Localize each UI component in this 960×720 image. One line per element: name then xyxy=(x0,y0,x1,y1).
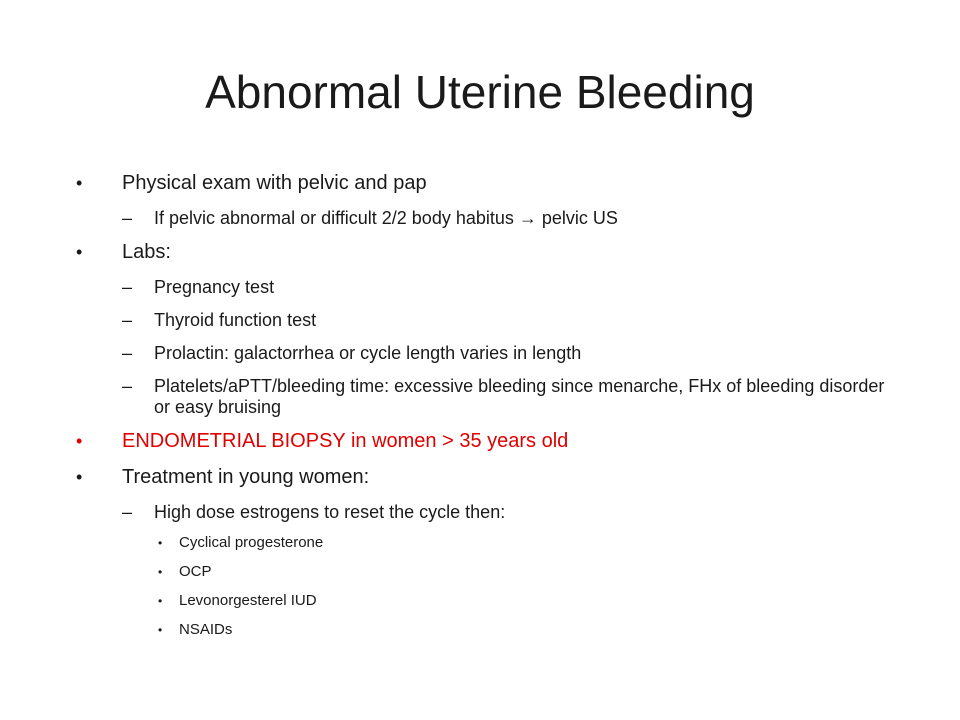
slide-body xyxy=(76,170,896,639)
sub-bullet-text: Prolactin: galactorrhea or cycle length varies in length xyxy=(154,343,582,363)
bullet-text: ENDOMETRIAL BIOPSY in women > 35 years old xyxy=(122,430,569,452)
sub-sub-bullet-progesterone xyxy=(76,534,896,552)
dash-icon: – xyxy=(122,208,133,228)
bullet-treatment xyxy=(76,464,896,490)
sub-bullet-high-dose-estrogens xyxy=(76,502,896,523)
sub-bullet-prolactin xyxy=(76,343,896,364)
bullet-dot-icon: • xyxy=(76,467,83,487)
bullet-text: Physical exam with pelvic and pap xyxy=(122,172,427,194)
sub-sub-bullet-iud xyxy=(76,592,896,610)
sub-sub-bullet-nsaids xyxy=(76,621,896,639)
sub-sub-bullet-text: Cyclical progesterone xyxy=(179,534,324,551)
slide-title: Abnormal Uterine Bleeding xyxy=(205,66,755,118)
sub-sub-bullet-ocp xyxy=(76,563,896,581)
bullet-physical-exam xyxy=(76,170,896,196)
sub-sub-bullet-text: NSAIDs xyxy=(179,621,233,638)
bullet-dot-icon: • xyxy=(76,173,83,193)
sub-bullet-text: Platelets/aPTT/bleeding time: excessive bleeding since menarche, FHx of bleeding disorder or easy bruising xyxy=(154,376,885,417)
dash-icon: – xyxy=(122,376,133,396)
sub-bullet-thyroid-test xyxy=(76,310,896,331)
sub-sub-bullet-text: OCP xyxy=(179,563,212,580)
sub-bullet-text: If pelvic abnormal or difficult 2/2 body habitus → pelvic US xyxy=(154,208,618,228)
sub-bullet-platelets xyxy=(76,376,896,418)
sub-bullet-pelvic-us xyxy=(76,208,896,229)
sub-sub-bullet-text: Levonorgesterel IUD xyxy=(179,592,317,609)
bullet-text: Labs: xyxy=(122,241,171,263)
bullet-dot-icon: • xyxy=(158,594,163,608)
sub-bullet-pregnancy-test xyxy=(76,277,896,298)
dash-icon: – xyxy=(122,277,133,297)
sub-bullet-text: Pregnancy test xyxy=(154,277,275,297)
bullet-dot-icon: • xyxy=(158,623,163,637)
bullet-dot-icon: • xyxy=(76,431,83,451)
sub-bullet-text: Thyroid function test xyxy=(154,310,317,330)
dash-icon: – xyxy=(122,310,133,330)
bullet-endometrial-biopsy xyxy=(76,428,896,454)
bullet-dot-icon: • xyxy=(158,565,163,579)
sub-bullet-text: High dose estrogens to reset the cycle then: xyxy=(154,502,506,522)
dash-icon: – xyxy=(122,502,133,522)
dash-icon: – xyxy=(122,343,133,363)
bullet-text: Treatment in young women: xyxy=(122,466,370,488)
bullet-labs xyxy=(76,239,896,265)
bullet-dot-icon: • xyxy=(158,536,163,550)
bullet-dot-icon: • xyxy=(76,242,83,262)
